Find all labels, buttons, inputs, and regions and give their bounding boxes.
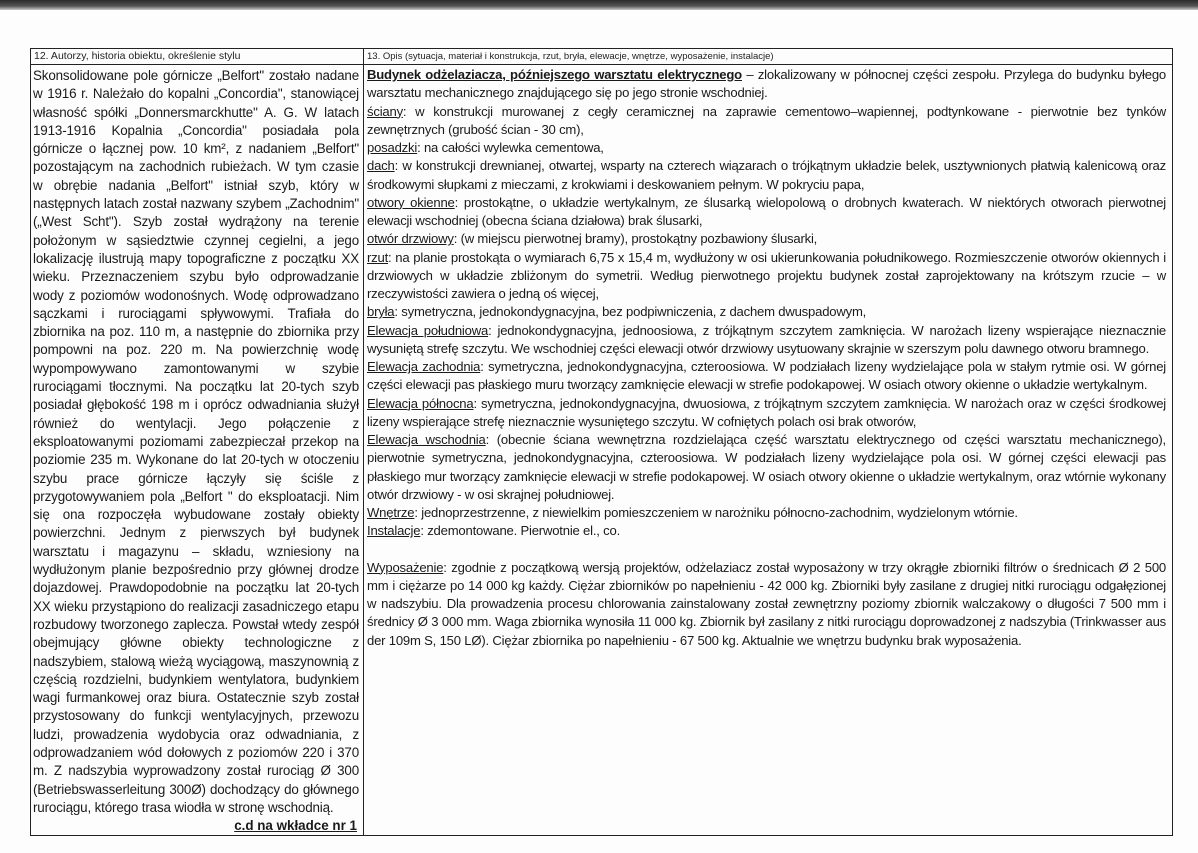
description-section-label: rzut	[367, 249, 389, 265]
record-form-table	[30, 48, 1173, 836]
description-section-label: Elewacja zachodnia	[367, 359, 481, 374]
description-section-label: ściany	[367, 103, 403, 119]
description-section-text: : prostokątne, o układzie wertykalnym, ze ślusarką wielopolową o drobnych kwaterach. W niektórych otworach pierwotnej elewacji wschodniej (obecna ściana działowa) brak ślusarki,	[367, 194, 1166, 228]
description-paragraph	[367, 139, 1166, 157]
description-section-label: Elewacja południowa	[367, 322, 489, 338]
description-section-label: Wnętrze	[367, 505, 415, 520]
history-column-header: 12. Autorzy, historia obiektu, określenie stylu	[31, 49, 363, 65]
description-paragraph	[367, 322, 1166, 359]
description-section-text: : symetryczna, jednokondygnacyjna, czteroosiowa. W podziałach lizeny wydzielające pola w stałym rytmie osi. W górnej części elewacji pas płaskiego muru tworzący zamknięcie elewacji w strefie podokapowej. W osiach otwory okienne o układzie wertykalnym.	[367, 359, 1166, 393]
description-paragraph	[367, 157, 1166, 194]
description-paragraph	[367, 194, 1166, 231]
scan-edge	[0, 0, 1198, 10]
description-section-label: bryła	[367, 304, 395, 320]
description-paragraph	[367, 358, 1166, 395]
description-paragraph	[367, 103, 1166, 140]
description-section-label: Instalacje	[367, 523, 421, 539]
description-paragraph	[367, 395, 1166, 432]
history-text: Skonsolidowane pole górnicze „Belfort" zostało nadane w 1916 r. Należało do kopalni „Concordia", stanowiącej własność spółki „Donnersmarckhutte" A. G. W latach 1913-1916 Kopalnia „Concordia" posiadała pola górnicze o łącznej pow. 10 km², z nadaniem „Belfort" pozostającym na zachodnich rubieżach. W tym czasie w obrębie nadania „Belfort" istniał szyb, który w następnych latach został nazwany szybem „Zachodnim" („West Scht"). Szyb został wydrążony na terenie położonym w sąsiedztwie czynnej cegielni, a jego lokalizację ilustrują mapy topograficzne z początku XX wieku. Przeznaczeniem szybu było odprowadzanie wody z poziomów wodonośnych. Wodę odprowadzano sączkami i rurociągami spływowymi. Trafiała do zbiornika na poz. 110 m, a następnie do zbiornika przy pompowni na poz. 220 m. Na powierzchnię wodę wypompowywano zamontowanymi w szybie rurociągami tłocznymi. Na początku lat 20-tych szyb posiadał głębokość 198 m i oprócz odwadniania służył również do wentylacji. Jego połączenie z eksploatowanymi poziomami zabezpieczał przekop na poziomie 235 m. Wykonane do lat 20-tych w otoczeniu szybu prace górnicze łączyły się ściśle z przygotowywaniem pola „Belfort " do eksploatacji. Nim się ona rozpoczęła wybudowane zostały obiekty powierzchni. Jednym z pierwszych był budynek warsztatu i magazynu – składu, wzniesiony na wydłużonym planie bezpośrednio przy głównej drodze dojazdowej. Prawdopodobnie na początku lat 20-tych XX wieku przystąpiono do realizacji zasadniczego etapu rozbudowy tworzonego zaplecza. Powstał wtedy zespół obejmujący główne obiekty technologiczne z nadszybiem, stalową wieżą wyciągową, maszynownią z częścią rozdzielni, budynkiem wentylatora, budynkiem wagi furmankowej oraz biura. Ostatecznie szyb został przystosowany do funkcji wentylacyjnych, przewozu ludzi, prowadzenia wydobycia oraz odwadniania, z odprowadzaniem wód dołowych z poziomów 220 i 370 m. Z nadszybia wyprowadzony został rurociąg Ø 300 (Betriebswasserleitung 300Ø) dochodzący do głównego rurociągu, którego trasa wiodła w stronę wschodnią.	[33, 68, 359, 815]
description-section-label: dach	[367, 158, 395, 174]
description-section-text: – zlokalizowany w północnej części zespołu. Przylega do budynku byłego warsztatu mechanicznego znajdującego się po jego stronie wschodniej.	[367, 67, 1167, 101]
description-section-text: : zgodnie z początkową wersją projektów, odżelaziacz został wyposażony w trzy okrągłe zbiorniki filtrów o średnicach Ø 2 500 mm i ciężarze po 14 000 kg każdy. Ciężar zbiorników po napełnieniu - 42 000 kg. Zbiorniki były zasilane z drugiej nitki rurociągu odgałęzionej w nadszybiu. Dla prowadzenia procesu chlorowania zainstalowany został zewnętrzny poziomy zbiornik walczakowy o długości 7 500 mm i średnicy Ø 3 000 mm. Waga zbiornika wynosiła 11 000 kg. Zbiornik był zasilany z nitki rurociągu doprowadzonej z nadszybia (Trinkwasser aus der 109m S, 150 LØ). Ciężar zbiornika po napełnieniu - 67 500 kg. Aktualnie we wnętrzu budynku brak wyposażenia.	[367, 559, 1166, 648]
description-section-text: : (obecnie ściana wewnętrzna rozdzielająca część warsztatu elektrycznego od części warsztatu mechanicznego), pierwotnie symetryczna, jednokondygnacyjna, czteroosiowa. W podziałach lizeny wydzielające pola osi. W górnej części elewacji pas płaskiego mur tworzący zamknięcie elewacji w strefie podokapowej. W osiach otwory okienne o układzie wertykalnym, oraz wtórnie wykonany otwór drzwiowy - w osi skrajnej południowej.	[367, 432, 1166, 502]
description-section-label: Wyposażenie	[367, 559, 444, 575]
description-section-label: Elewacja wschodnia	[367, 432, 486, 447]
description-section-label: otwory okienne	[367, 194, 455, 210]
description-section-label: Elewacja północna	[367, 395, 474, 411]
continuation-note: c.d na wkładce nr 1	[234, 818, 357, 833]
description-paragraph	[367, 522, 1166, 540]
description-paragraph	[367, 504, 1166, 522]
description-section-text: : na planie prostokąta o wymiarach 6,75 x 15,4 m, wydłużony w osi ukierunkowania południkowego. Rozmieszczenie otworów okiennych i drzwiowych w układzie zbliżonym do symetrii. Według pierwotnego projektu budynek został zaprojektowany na krótszym rzucie – w rzeczywistości zawiera o jedną oś więcej,	[367, 249, 1166, 301]
description-paragraph	[367, 303, 1166, 321]
description-paragraph	[367, 559, 1166, 650]
description-paragraph	[367, 66, 1166, 103]
history-column	[31, 49, 364, 835]
description-column-header: 13. Opis (sytuacja, materiał i konstrukcja, rzut, bryła, elewacje, wnętrze, wyposażenie, instalacje)	[364, 49, 1172, 65]
description-section-text: : jednoprzestrzenne, z niewielkim pomieszczeniem w narożniku północno-zachodnim, wydzielonym wtórnie.	[414, 505, 1018, 520]
description-section-text: : w konstrukcji drewnianej, otwartej, wsparty na czterech wiązarach o trójkątnym układzie belek, usztywnionych płatwią kalenicową oraz środkowymi słupkami z mieczami, z krokwiami i deskowaniem pełnym. W pokryciu papa,	[367, 158, 1166, 192]
description-text	[364, 65, 1172, 650]
description-section-text: : symetryczna, jednokondygnacyjna, bez podpiwniczenia, z dachem dwuspadowym,	[394, 304, 867, 320]
description-paragraph	[367, 249, 1166, 304]
description-paragraph	[367, 230, 1166, 248]
description-section-text: : zdemontowane. Pierwotnie el., co.	[420, 523, 621, 539]
description-section-text: : symetryczna, jednokondygnacyjna, dwuosiowa, z trójkątnym szczytem zamknięcia. W narożach oraz w części środkowej lizeny wspierające strefę nieznacznie wysuniętego szczytu. W cofniętych polach osi brak otworów,	[367, 395, 1166, 429]
description-section-label: Budynek odżelaziacza, późniejszego warsztatu elektrycznego	[367, 67, 742, 82]
description-column	[364, 49, 1172, 835]
paragraph-spacer	[367, 541, 1166, 559]
description-section-label: otwór drzwiowy	[367, 231, 454, 247]
description-paragraph	[367, 431, 1166, 504]
description-section-text: : jednokondygnacyjna, jednoosiowa, z trójkątnym szczytem zamknięcia. W narożach lizeny wspierające nieznacznie wysuniętą strefę szczytu. We wschodniej części elewacji otwór drzwiowy usytuowany skrajnie w szerszym polu dawnego otworu bramnego.	[367, 322, 1166, 356]
description-section-text: : w konstrukcji murowanej z cegły ceramicznej na zaprawie cementowo–wapiennej, podtynkowane - pierwotnie bez tynków zewnętrznych (grubość ścian - 30 cm),	[367, 103, 1166, 137]
description-section-label: posadzki	[367, 140, 418, 155]
description-section-text: : (w miejscu pierwotnej bramy), prostokątny pozbawiony ślusarki,	[453, 231, 818, 247]
description-section-text: : na całości wylewka cementowa,	[417, 140, 604, 155]
